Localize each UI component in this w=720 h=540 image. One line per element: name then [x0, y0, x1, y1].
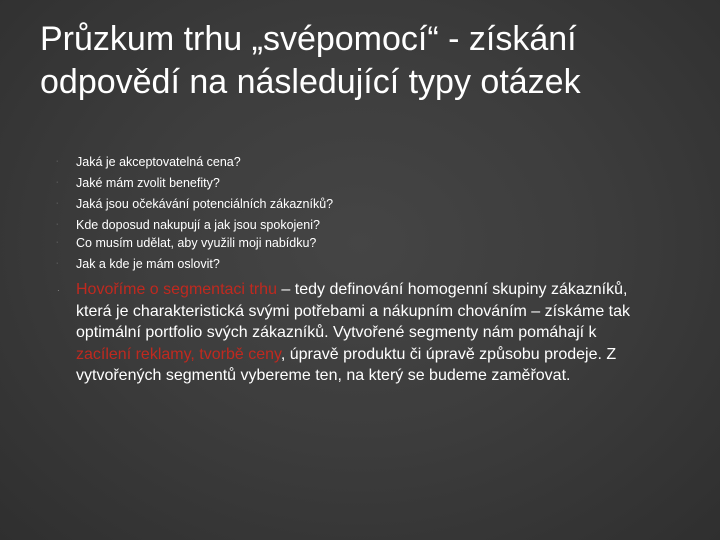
bullet-icon: · — [56, 221, 59, 228]
segmentation-paragraph — [76, 279, 636, 387]
bullet-icon: · — [56, 239, 59, 246]
question-item: Jak a kde je mám oslovit? — [76, 257, 220, 271]
bullet-icon: · — [56, 260, 59, 267]
question-item: Jaká je akceptovatelná cena? — [76, 155, 241, 169]
question-item: Kde doposud nakupují a jak jsou spokojeni? — [76, 218, 320, 232]
bullet-icon: · — [56, 200, 59, 207]
highlight-targeting: zacílení reklamy, tvorbě ceny — [76, 345, 281, 363]
paragraph-text: – tedy definování homogenní skupiny zákazníků, která je charakteristická svými potřebami a nákupním chováním – získáme tak optimální portfolio svých zákazníků. Vytvořené segmenty nám pomáhají k — [76, 281, 630, 341]
bullet-icon: · — [56, 158, 59, 165]
question-item: Jaká jsou očekávání potenciálních zákazníků? — [76, 197, 334, 211]
paragraph-text-end: , úpravě produktu či úpravě způsobu prodeje. Z vytvořených segmentů vybereme ten, na který se budeme zaměřovat. — [76, 345, 617, 384]
highlight-segmentation: Hovoříme o segmentaci trhu — [76, 281, 277, 298]
bullet-icon: · — [56, 179, 59, 186]
slide-title: Průzkum trhu „svépomocí“ - získání odpovědí na následující typy otázek — [40, 20, 581, 101]
question-item: Jaké mám zvolit benefity? — [76, 176, 220, 190]
question-item: Co musím udělat, aby využili moji nabídku? — [76, 236, 317, 250]
bullet-icon: · — [57, 286, 60, 295]
